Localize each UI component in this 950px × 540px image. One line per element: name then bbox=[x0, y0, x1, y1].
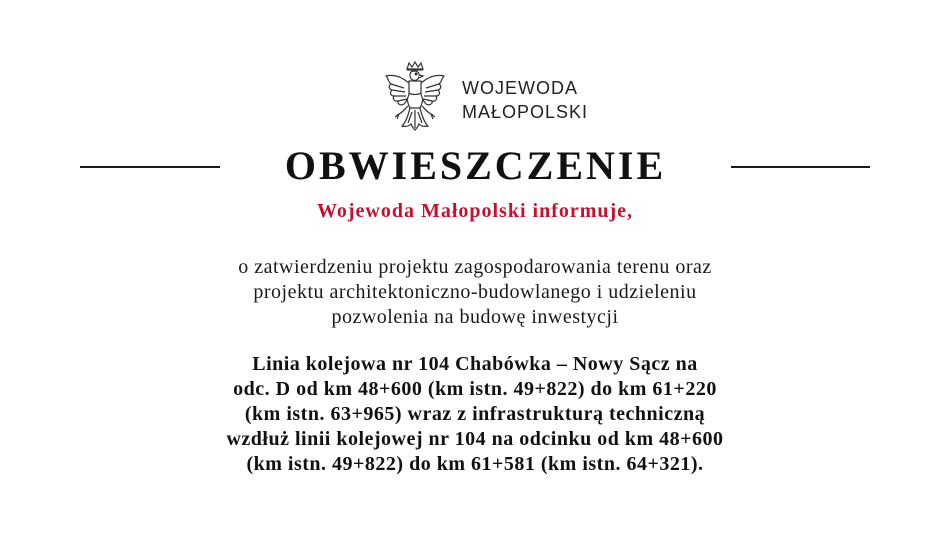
header-inner bbox=[382, 60, 588, 140]
right-divider bbox=[731, 166, 870, 168]
office-line-2: MAŁOPOLSKI bbox=[461, 102, 589, 122]
intro-line: projektu architektoniczno-budowlanego i udzieleniu bbox=[253, 281, 697, 303]
details-line: (km istn. 63+965) wraz z infrastrukturą techniczną bbox=[244, 403, 706, 425]
office-name bbox=[462, 76, 588, 124]
details-line: wzdłuż linii kolejowej nr 104 na odcinku od km 48+600 bbox=[226, 428, 724, 450]
page-title: OBWIESZCZENIE bbox=[284, 143, 667, 188]
intro-line: o zatwierdzeniu projektu zagospodarowania terenu oraz bbox=[238, 256, 712, 278]
intro-paragraph bbox=[0, 255, 950, 330]
details-line: (km istn. 49+822) do km 61+581 (km istn. 64+321). bbox=[246, 453, 704, 475]
eagle-emblem-icon bbox=[382, 60, 448, 140]
intro-line: pozwolenia na budowę inwestycji bbox=[331, 306, 619, 328]
header bbox=[0, 58, 950, 142]
investment-details bbox=[0, 352, 950, 477]
left-divider bbox=[80, 166, 220, 168]
office-line-1: WOJEWODA bbox=[461, 78, 578, 98]
title-row bbox=[0, 140, 950, 192]
subtitle: Wojewoda Małopolski informuje, bbox=[316, 200, 634, 222]
details-line: odc. D od km 48+600 (km istn. 49+822) do km 61+220 bbox=[233, 378, 717, 400]
details-line: Linia kolejowa nr 104 Chabówka – Nowy Sącz na bbox=[252, 353, 698, 375]
